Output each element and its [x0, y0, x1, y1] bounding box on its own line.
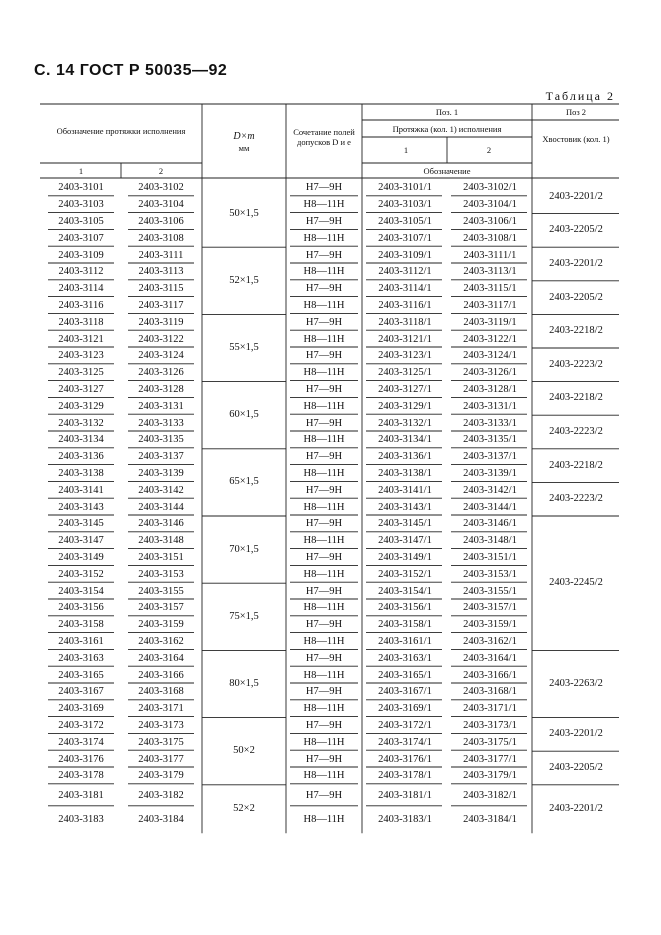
tolerance-cell: H8—11H	[303, 770, 345, 782]
tolerance-cell: H8—11H	[303, 400, 345, 412]
tolerance-cell: H8—11H	[303, 367, 345, 379]
col2-number: 2	[158, 166, 164, 176]
tolerance-cell: H8—11H	[303, 568, 345, 580]
designation-2-cell: 2403-3106	[138, 216, 184, 227]
broach-2-cell: 2403-3159/1	[463, 619, 517, 631]
designation-1-cell: 2403-3176	[58, 753, 104, 765]
broach-2-cell: 2403-3115/1	[463, 283, 517, 295]
tolerance-cell: H7—9H	[305, 216, 343, 227]
table-title: Таблица 2	[545, 89, 615, 103]
designation-1-cell: 2403-3101	[58, 182, 104, 194]
broach-1-cell: 2403-3116/1	[378, 300, 432, 311]
dm-group-cell: 65×1,5	[229, 476, 259, 488]
designation-1-cell: 2403-3107	[58, 232, 104, 244]
designation-1-cell: 2403-3132	[58, 417, 104, 429]
designation-1-cell: 2403-3183	[58, 814, 104, 825]
designation-col-header: Обозначение протяжки исполнения	[56, 126, 186, 136]
designation-1-cell: 2403-3143	[58, 501, 104, 513]
designation-1-cell: 2403-3109	[58, 249, 104, 261]
designation-2-cell: 2403-3146	[138, 518, 184, 530]
designation-1-cell: 2403-3121	[58, 333, 104, 345]
designation-1-cell: 2403-3165	[58, 669, 104, 681]
tolerance-cell: H7—9H	[305, 384, 343, 395]
tolerance-cell: H8—11H	[303, 300, 345, 311]
broach-1-cell: 2403-3105/1	[378, 216, 432, 227]
broach-2-cell: 2403-3146/1	[463, 518, 517, 530]
broach-2-cell: 2403-3126/1	[463, 367, 517, 379]
tolerance-cell: H7—9H	[305, 585, 343, 597]
broach-2-cell: 2403-3173/1	[463, 720, 517, 731]
designation-2-cell: 2403-3144	[138, 501, 184, 513]
pos2-group-cell: 2403-2201/2	[549, 803, 603, 814]
broach-1-cell: 2403-3114/1	[378, 283, 432, 295]
broach-2-cell: 2403-3104/1	[463, 199, 517, 211]
designation-2-cell: 2403-3151	[138, 552, 184, 563]
designation-1-cell: 2403-3149	[58, 552, 104, 563]
broach-1-cell: 2403-3118/1	[378, 316, 432, 328]
broach-1-cell: 2403-3138/1	[378, 468, 432, 479]
tolerance-col-header: Сочетание полей допусков D и e	[293, 127, 355, 147]
tolerance-cell: H7—9H	[305, 518, 343, 530]
designation-2-cell: 2403-3148	[138, 535, 184, 547]
designation-1-cell: 2403-3156	[58, 602, 104, 614]
designation-1-cell: 2403-3141	[58, 484, 104, 496]
broach-1-cell: 2403-3145/1	[378, 518, 432, 530]
designation-1-cell: 2403-3105	[58, 216, 104, 227]
designation-2-cell: 2403-3102	[138, 182, 184, 194]
broach-1-cell: 2403-3169/1	[378, 703, 432, 715]
broach-2-cell: 2403-3168/1	[463, 686, 517, 698]
tolerance-cell: H7—9H	[305, 789, 343, 801]
designation-2-cell: 2403-3139	[138, 468, 184, 479]
broach-1-cell: 2403-3101/1	[378, 182, 432, 194]
broach-2-cell: 2403-3139/1	[463, 468, 517, 479]
dm-group-cell: 60×1,5	[229, 409, 259, 421]
broach-1-cell: 2403-3161/1	[378, 636, 432, 647]
designation-1-cell: 2403-3154	[58, 585, 104, 597]
tolerance-cell: H8—11H	[303, 501, 345, 513]
designation-2-cell: 2403-3137	[138, 451, 184, 463]
designation-2-cell: 2403-3155	[138, 585, 184, 597]
designation-1-cell: 2403-3152	[58, 568, 104, 580]
designation-2-cell: 2403-3171	[138, 703, 184, 715]
designation-1-cell: 2403-3127	[58, 384, 104, 395]
broach-2-cell: 2403-3124/1	[463, 350, 517, 362]
designation-1-cell: 2403-3167	[58, 686, 104, 698]
broach-2-cell: 2403-3157/1	[463, 602, 517, 614]
designation-2-cell: 2403-3104	[138, 199, 184, 211]
designation-2-cell: 2403-3175	[138, 736, 184, 748]
broach-1-cell: 2403-3152/1	[378, 568, 432, 580]
designation-row-header: Обозначение	[423, 166, 471, 176]
designation-2-cell: 2403-3133	[138, 417, 184, 429]
designation-1-cell: 2403-3178	[58, 770, 104, 782]
designation-1-cell: 2403-3134	[58, 434, 104, 446]
designation-2-cell: 2403-3173	[138, 720, 184, 731]
designation-2-cell: 2403-3162	[138, 636, 184, 647]
broach-1-cell: 2403-3143/1	[378, 501, 432, 513]
pos2-group-cell: 2403-2223/2	[549, 426, 603, 437]
broach-1-cell: 2403-3125/1	[378, 367, 432, 379]
tolerance-cell: H8—11H	[303, 636, 345, 647]
tolerance-cell: H7—9H	[305, 350, 343, 362]
designation-1-cell: 2403-3181	[58, 789, 104, 801]
broach-2-cell: 2403-3144/1	[463, 501, 517, 513]
broach-1-cell: 2403-3129/1	[378, 400, 432, 412]
broach-1-cell: 2403-3123/1	[378, 350, 432, 362]
designation-2-cell: 2403-3184	[138, 814, 184, 825]
dm-col-header: D×m	[233, 131, 255, 142]
dm-group-cell: 50×2	[233, 745, 255, 757]
broach-1-cell: 2403-3112/1	[378, 266, 432, 278]
pos2-group-cell: 2403-2205/2	[549, 224, 603, 236]
designation-2-cell: 2403-3168	[138, 686, 184, 698]
pos2-group-cell: 2403-2218/2	[549, 392, 603, 404]
pos2-group-cell: 2403-2201/2	[549, 190, 603, 202]
broach-2-cell: 2403-3155/1	[463, 585, 517, 597]
tolerance-cell: H8—11H	[303, 434, 345, 446]
dm-group-cell: 50×1,5	[229, 207, 259, 219]
designation-2-cell: 2403-3179	[138, 770, 184, 782]
broach-2-cell: 2403-3119/1	[463, 316, 517, 328]
broach-1-cell: 2403-3154/1	[378, 585, 432, 597]
broach-2-cell: 2403-3133/1	[463, 417, 517, 429]
designation-1-cell: 2403-3147	[58, 535, 104, 547]
broach-1-cell: 2403-3121/1	[378, 333, 432, 345]
broach-1-cell: 2403-3127/1	[378, 384, 432, 395]
pos2-group-cell: 2403-2201/2	[549, 728, 603, 740]
tolerance-cell: H7—9H	[305, 283, 343, 295]
broach-2-cell: 2403-3171/1	[463, 703, 517, 715]
broach-1-cell: 2403-3178/1	[378, 770, 432, 782]
broach-2-cell: 2403-3131/1	[463, 400, 517, 412]
pos2-group-cell: 2403-2218/2	[549, 459, 603, 471]
tolerance-cell: H7—9H	[305, 753, 343, 765]
pos1-col1-number: 1	[403, 145, 409, 155]
broach-1-cell: 2403-3134/1	[378, 434, 432, 446]
broach-1-cell: 2403-3174/1	[378, 736, 432, 748]
broach-1-cell: 2403-3181/1	[378, 789, 432, 801]
broach-2-cell: 2403-3135/1	[463, 434, 517, 446]
dm-group-cell: 80×1,5	[229, 678, 259, 689]
designation-2-cell: 2403-3124	[138, 350, 184, 362]
designation-1-cell: 2403-3174	[58, 736, 104, 748]
tolerance-cell: H8—11H	[303, 669, 345, 681]
pos2-group-cell: 2403-2205/2	[549, 291, 603, 303]
designation-2-cell: 2403-3111	[138, 249, 184, 261]
tolerance-cell: H8—11H	[303, 232, 345, 244]
designation-2-cell: 2403-3126	[138, 367, 184, 379]
tolerance-cell: H7—9H	[305, 652, 343, 664]
designation-1-cell: 2403-3138	[58, 468, 104, 479]
broach-1-cell: 2403-3158/1	[378, 619, 432, 631]
pos2-header: Поз 2	[565, 107, 587, 117]
broach-1-cell: 2403-3165/1	[378, 669, 432, 681]
designation-2-cell: 2403-3157	[138, 602, 184, 614]
tolerance-cell: H7—9H	[305, 451, 343, 463]
broach-1-cell: 2403-3141/1	[378, 484, 432, 496]
broach-1-cell: 2403-3156/1	[378, 602, 432, 614]
designation-2-cell: 2403-3119	[138, 316, 184, 328]
broach-2-cell: 2403-3113/1	[463, 266, 517, 278]
designation-1-cell: 2403-3123	[58, 350, 104, 362]
broach-1-cell: 2403-3109/1	[378, 249, 432, 261]
designation-2-cell: 2403-3153	[138, 568, 184, 580]
tolerance-cell: H8—11H	[303, 602, 345, 614]
tolerance-cell: H8—11H	[303, 814, 345, 825]
tolerance-cell: H8—11H	[303, 703, 345, 715]
designation-2-cell: 2403-3164	[138, 652, 184, 664]
broach-2-cell: 2403-3108/1	[463, 232, 517, 244]
broach-2-cell: 2403-3117/1	[463, 300, 517, 311]
broach-1-cell: 2403-3107/1	[378, 232, 432, 244]
tolerance-cell: H7—9H	[305, 552, 343, 563]
dm-group-cell: 70×1,5	[229, 543, 259, 555]
designation-1-cell: 2403-3114	[58, 283, 104, 295]
designation-2-cell: 2403-3182	[138, 789, 184, 801]
designation-2-cell: 2403-3166	[138, 669, 184, 681]
pos1-sub-header: Протяжка (кол. 1) исполнения	[392, 124, 502, 134]
designation-2-cell: 2403-3122	[138, 333, 184, 345]
pos1-col2-number: 2	[486, 145, 492, 155]
designation-2-cell: 2403-3113	[138, 266, 184, 278]
tolerance-cell: H8—11H	[303, 199, 345, 211]
designation-1-cell: 2403-3161	[58, 636, 104, 647]
designation-2-cell: 2403-3117	[138, 300, 184, 311]
broach-2-cell: 2403-3184/1	[463, 814, 517, 825]
broach-2-cell: 2403-3177/1	[463, 753, 517, 765]
tolerance-cell: H7—9H	[305, 686, 343, 698]
designation-2-cell: 2403-3131	[138, 400, 184, 412]
dm-group-cell: 52×2	[233, 803, 255, 814]
tolerance-cell: H7—9H	[305, 182, 343, 194]
pos1-header: Поз. 1	[435, 107, 459, 117]
broach-1-cell: 2403-3147/1	[378, 535, 432, 547]
tolerance-cell: H7—9H	[305, 484, 343, 496]
broach-2-cell: 2403-3106/1	[463, 216, 517, 227]
broach-1-cell: 2403-3167/1	[378, 686, 432, 698]
pos2-group-cell: 2403-2223/2	[549, 358, 603, 370]
designation-1-cell: 2403-3145	[58, 518, 104, 530]
broach-2-cell: 2403-3175/1	[463, 736, 517, 748]
designation-2-cell: 2403-3115	[138, 283, 184, 295]
tolerance-cell: H8—11H	[303, 266, 345, 278]
tolerance-cell: H8—11H	[303, 333, 345, 345]
broach-2-cell: 2403-3166/1	[463, 669, 517, 681]
broach-1-cell: 2403-3172/1	[378, 720, 432, 731]
broach-1-cell: 2403-3183/1	[378, 814, 432, 825]
tolerance-cell: H8—11H	[303, 736, 345, 748]
designation-2-cell: 2403-3177	[138, 753, 184, 765]
pos2-group-cell: 2403-2223/2	[549, 493, 603, 505]
broach-2-cell: 2403-3122/1	[463, 333, 517, 345]
dm-group-cell: 55×1,5	[229, 342, 259, 353]
broach-1-cell: 2403-3149/1	[378, 552, 432, 563]
broach-2-cell: 2403-3151/1	[463, 552, 517, 563]
col1-number: 1	[78, 166, 84, 176]
tolerance-cell: H8—11H	[303, 535, 345, 547]
designation-1-cell: 2403-3118	[58, 316, 104, 328]
designation-2-cell: 2403-3108	[138, 232, 184, 244]
tolerance-cell: H7—9H	[305, 316, 343, 328]
dm-unit: мм	[238, 143, 250, 153]
tolerance-cell: H7—9H	[305, 249, 343, 261]
broach-2-cell: 2403-3153/1	[463, 568, 517, 580]
broach-1-cell: 2403-3103/1	[378, 199, 432, 211]
broach-2-cell: 2403-3111/1	[463, 249, 517, 261]
broach-1-cell: 2403-3176/1	[378, 753, 432, 765]
designation-1-cell: 2403-3163	[58, 652, 104, 664]
designation-1-cell: 2403-3125	[58, 367, 104, 379]
broach-1-cell: 2403-3163/1	[378, 652, 432, 664]
broach-1-cell: 2403-3132/1	[378, 417, 432, 429]
designation-1-cell: 2403-3172	[58, 720, 104, 731]
tolerance-cell: H7—9H	[305, 720, 343, 731]
broach-2-cell: 2403-3102/1	[463, 182, 517, 194]
designation-2-cell: 2403-3135	[138, 434, 184, 446]
pos2-group-cell: 2403-2263/2	[549, 678, 603, 689]
designation-2-cell: 2403-3128	[138, 384, 184, 395]
broach-2-cell: 2403-3137/1	[463, 451, 517, 463]
designation-1-cell: 2403-3136	[58, 451, 104, 463]
broach-2-cell: 2403-3162/1	[463, 636, 517, 647]
dm-group-cell: 52×1,5	[229, 274, 259, 286]
designation-1-cell: 2403-3129	[58, 400, 104, 412]
designation-2-cell: 2403-3142	[138, 484, 184, 496]
broach-2-cell: 2403-3128/1	[463, 384, 517, 395]
dm-group-cell: 75×1,5	[229, 610, 259, 622]
designation-1-cell: 2403-3169	[58, 703, 104, 715]
broach-1-cell: 2403-3136/1	[378, 451, 432, 463]
tolerance-cell: H7—9H	[305, 619, 343, 631]
designation-1-cell: 2403-3103	[58, 199, 104, 211]
tolerance-cell: H8—11H	[303, 468, 345, 479]
designation-1-cell: 2403-3112	[58, 266, 104, 278]
broach-2-cell: 2403-3148/1	[463, 535, 517, 547]
pos2-sub-header: Хвостовик (кол. 1)	[542, 134, 610, 144]
broach-2-cell: 2403-3142/1	[463, 484, 517, 496]
pos2-group-cell: 2403-2205/2	[549, 762, 603, 773]
designation-1-cell: 2403-3158	[58, 619, 104, 631]
pos2-group-cell: 2403-2245/2	[549, 577, 603, 589]
pos2-group-cell: 2403-2201/2	[549, 258, 603, 269]
pos2-group-cell: 2403-2218/2	[549, 325, 603, 337]
broach-2-cell: 2403-3164/1	[463, 652, 517, 664]
page-header: С. 14 ГОСТ Р 50035—92	[34, 62, 228, 79]
tolerance-cell: H7—9H	[305, 417, 343, 429]
designation-2-cell: 2403-3159	[138, 619, 184, 631]
broach-2-cell: 2403-3179/1	[463, 770, 517, 782]
broach-2-cell: 2403-3182/1	[463, 789, 517, 801]
designation-1-cell: 2403-3116	[58, 300, 104, 311]
